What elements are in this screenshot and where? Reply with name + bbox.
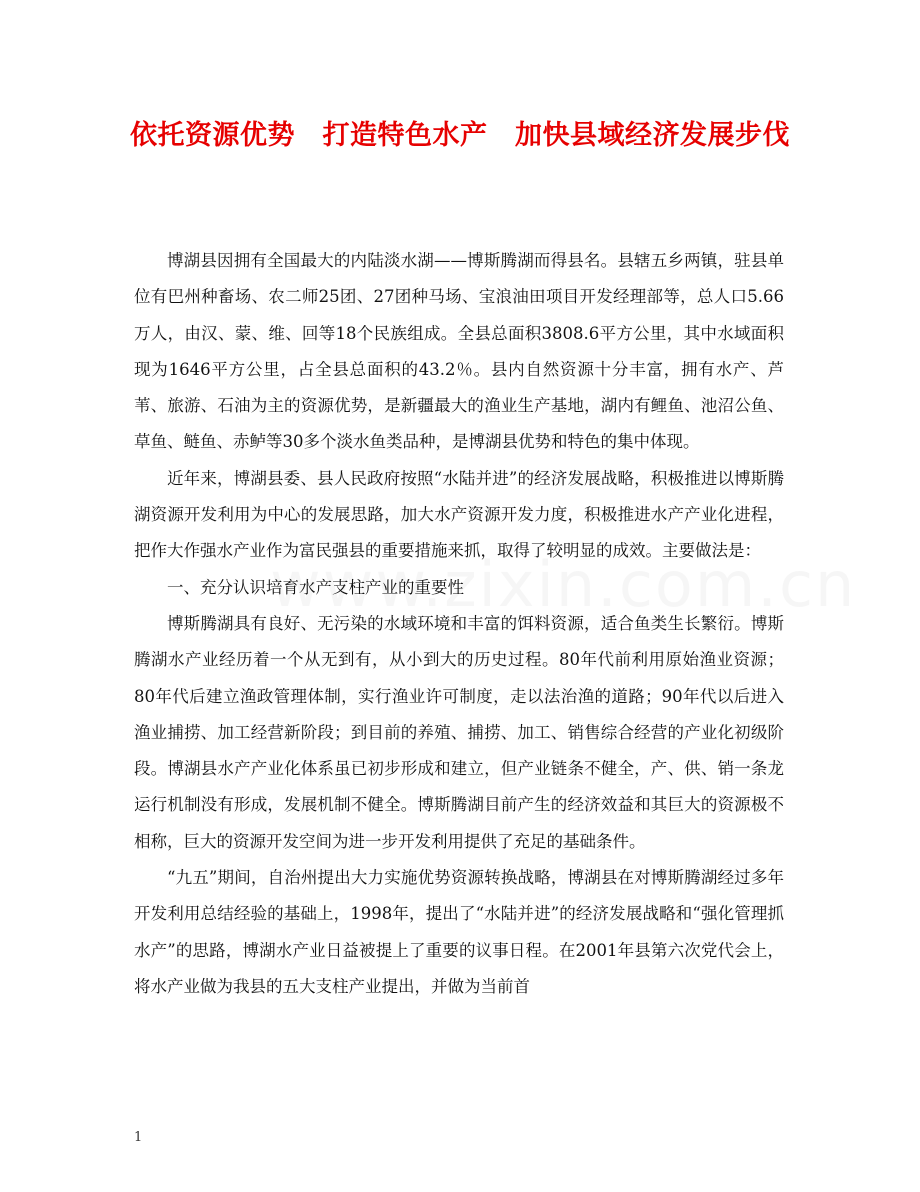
paragraph-bosten-lake: 博斯腾湖具有良好、无污染的水域环境和丰富的饵料资源，适合鱼类生长繁衍。博斯腾湖水产业经历着一个从无到有，从小到大的历史过程。80年代前利用原始渔业资源；80年代后建立渔政管理体制，实行渔业许可制度，走以法治渔的道路；90年代以后进入渔业捕捞、加工经营新阶段；到目前的养殖、捕捞、加工、销售综合经营的产业化初级阶段。博湖县水产产业化体系虽已初步形成和建立，但产业链条不健全，产、供、销一条龙运行机制没有形成，发展机制不健全。博斯腾湖目前产生的经济效益和其巨大的资源极不相称，巨大的资源开发空间为进一步开发利用提供了充足的基础条件。 xyxy=(134,613,784,851)
page-number: 1 xyxy=(134,1130,143,1145)
document-title: 依托资源优势 打造特色水产 加快县域经济发展步伐 xyxy=(130,120,790,151)
paragraph-intro: 博湖县因拥有全国最大的内陆淡水湖——博斯腾湖而得县名。县辖五乡两镇，驻县单位有巴州种畜场、农二师25团、27团种马场、宝浪油田项目开发经理部等，总人口5.66万人，由汉、蒙、维、回等18个民族组成。全县总面积3808.6平方公里，其中水域面积现为1646平方公里，占全县总面积的43.2％。县内自然资源十分丰富，拥有水产、芦苇、旅游、石油为主的资源优势，是新疆最大的渔业生产基地，湖内有鲤鱼、池沼公鱼、草鱼、鲢鱼、赤鲈等30多个淡水鱼类品种，是博湖县优势和特色的集中体现。 xyxy=(134,251,784,452)
paragraph-recent-years: 近年来，博湖县委、县人民政府按照“水陆并进”的经济发展战略，积极推进以博斯腾湖资源开发利用为中心的发展思路，加大水产资源开发力度，积极推进水产产业化进程，把作大作强水产业作为富民强县的重要措施来抓，取得了较明显的成效。主要做法是： xyxy=(134,468,784,561)
section-heading-1: 一、充分认识培育水产支柱产业的重要性 xyxy=(167,577,464,597)
paragraph-ninth-five-year: “九五”期间，自治州提出大力实施优势资源转换战略，博湖县在对博斯腾湖经过多年开发利用总结经验的基础上，1998年，提出了“水陆并进”的经济发展战略和“强化管理抓水产”的思路，博湖水产业日益被提上了重要的议事日程。在2001年县第六次党代会上，将水产业做为我县的五大支柱产业提出，并做为当前首 xyxy=(134,868,784,996)
document-body xyxy=(134,243,784,1005)
